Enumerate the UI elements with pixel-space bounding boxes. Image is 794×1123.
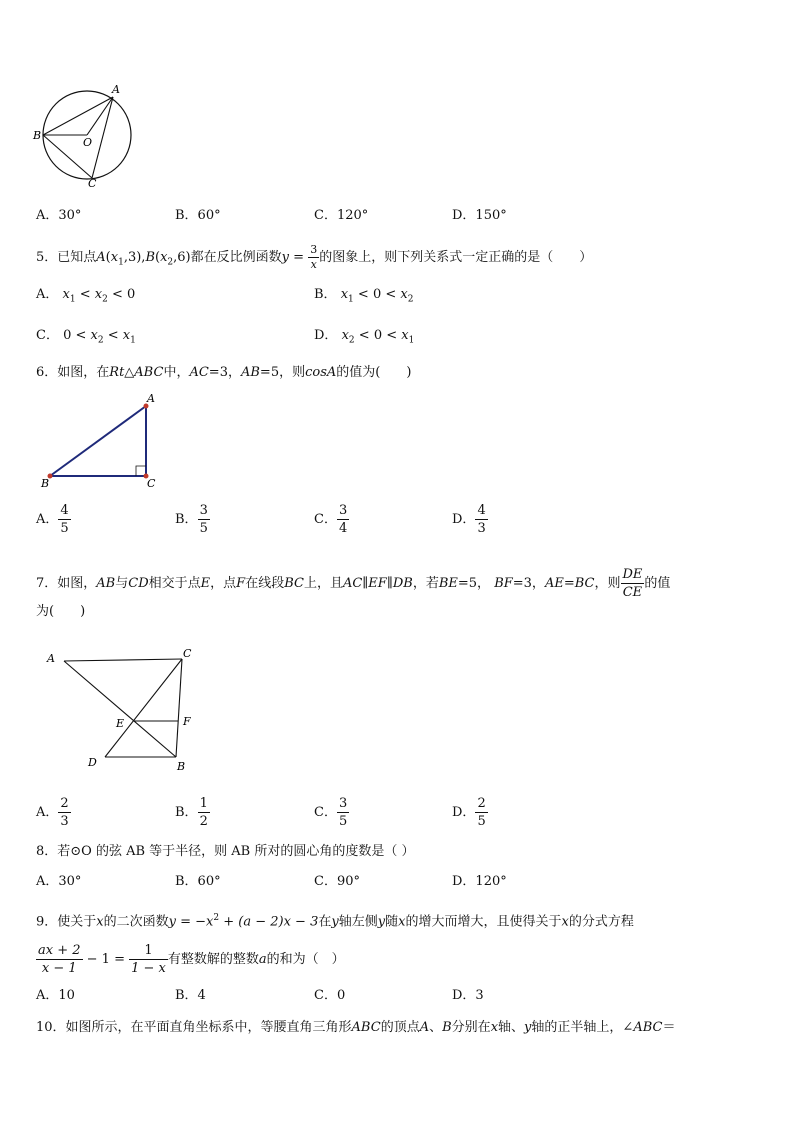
label-a: A	[147, 392, 155, 405]
parallel-lines-figure	[40, 645, 200, 775]
q4-option-b[interactable]: B．60°	[175, 208, 221, 223]
label-e: E	[116, 717, 125, 730]
q9-option-c[interactable]: C．0	[314, 988, 346, 1003]
q6-option-a[interactable]: A． $\frac{4}{5}$	[36, 503, 69, 536]
q5-option-b[interactable]: B． $x_1 < 0 < x_2$	[314, 287, 414, 305]
q4-option-c[interactable]: C．120°	[314, 208, 369, 223]
label-a: A	[112, 83, 120, 96]
segment-cb	[176, 659, 182, 757]
q9-question-line1: 9．使关于x的二次函数$y = -x^2 + (a - 2)x - 3$在y轴左侧y随x的增大而增大，且使得关于x的分式方程	[36, 913, 634, 930]
q8-option-b[interactable]: B．60°	[175, 874, 221, 889]
side-ab	[50, 406, 146, 476]
label-b: B	[177, 760, 186, 773]
circle-figure	[30, 80, 140, 190]
q9-question-line2: $\frac{ax + 2}{x - 1}$ − 1 = $\frac{1}{1 - x}$ 有整数解的整数a的和为（ ）	[38, 943, 345, 976]
q6-option-d[interactable]: D． $\frac{4}{3}$	[452, 503, 486, 536]
q4-option-a[interactable]: A．30°	[36, 208, 82, 223]
q7-option-c[interactable]: C． $\frac{3}{5}$	[314, 796, 348, 829]
q5-option-c[interactable]: C． $0 < x_2 < x_1$	[36, 328, 136, 346]
q9-option-a[interactable]: A．10	[36, 988, 75, 1003]
label-b: B	[33, 129, 42, 142]
label-b: B	[41, 477, 50, 490]
q7-option-a[interactable]: A． $\frac{2}{3}$	[36, 796, 69, 829]
q10-question: 10．如图所示，在平面直角坐标系中，等腰直角三角形ABC的顶点A、B分别在x轴、y轴的正半轴上，∠ABC＝	[36, 1020, 676, 1035]
q8-option-c[interactable]: C．90°	[314, 874, 360, 889]
q6-option-b[interactable]: B． $\frac{3}{5}$	[175, 503, 208, 536]
q7-option-b[interactable]: B． $\frac{1}{2}$	[175, 796, 208, 829]
label-c: C	[147, 477, 156, 490]
q6-question: 6．如图，在Rt△ABC中，AC=3，AB=5，则cosA的值为( )	[36, 365, 412, 380]
segment-cd	[105, 659, 182, 757]
segment-ab	[64, 661, 176, 757]
q9-option-b[interactable]: B．4	[175, 988, 206, 1003]
label-c: C	[183, 647, 192, 660]
q7-question-line1: 7．如图，AB与CD相交于点E，点F在线段BC上，且AC∥EF∥DB，若BE=5， BF=3，AE=BC，则 $\frac{DE}{CE}$ 的值	[36, 567, 671, 600]
radius-oa	[87, 97, 113, 135]
right-triangle-figure	[38, 390, 168, 490]
label-c: C	[88, 177, 97, 190]
label-o: O	[83, 136, 93, 149]
q7-option-d[interactable]: D． $\frac{2}{5}$	[452, 796, 486, 829]
q8-option-d[interactable]: D．120°	[452, 874, 507, 889]
q7-question-line2: 为( )	[36, 604, 86, 619]
q5-option-d[interactable]: D． $x_2 < 0 < x_1$	[314, 328, 415, 346]
q5-question: 5．已知点$A(x_1,3),B(x_2,6)$都在反比例函数y = $\frac{3}{x}$ 的图象上，则下列关系式一定正确的是（ ）	[36, 243, 593, 271]
q5-option-a[interactable]: A． $x_1 < x_2 < 0$	[36, 287, 136, 305]
chord-ba	[43, 97, 113, 135]
label-d: D	[88, 756, 97, 769]
segment-ac	[64, 659, 182, 661]
q6-option-c[interactable]: C． $\frac{3}{4}$	[314, 503, 348, 536]
label-a: A	[47, 652, 55, 665]
q9-option-d[interactable]: D．3	[452, 988, 484, 1003]
q8-option-a[interactable]: A．30°	[36, 874, 82, 889]
q8-question: 8．若⊙O 的弦 AB 等于半径，则 AB 所对的圆心角的度数是（ ）	[36, 844, 415, 859]
chord-ac	[92, 97, 113, 178]
q4-option-d[interactable]: D．150°	[452, 208, 507, 223]
label-f: F	[183, 715, 191, 728]
